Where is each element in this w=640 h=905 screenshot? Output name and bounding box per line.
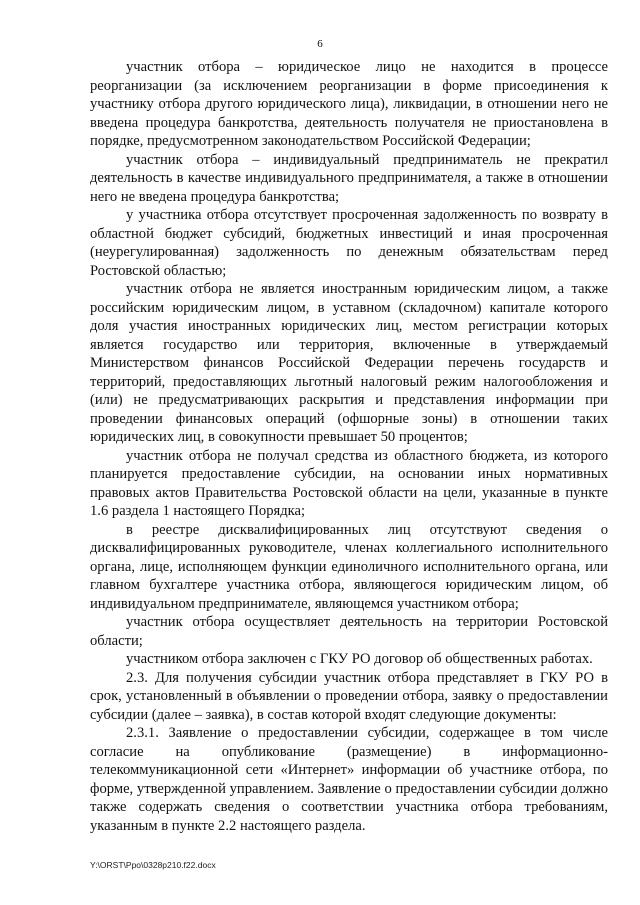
paragraph-8: участником отбора заключен с ГКУ РО договор об общественных работах. xyxy=(126,651,593,667)
body-text xyxy=(90,58,608,835)
paragraph-6: в реестре дисквалифицированных лиц отсутствуют сведения о дисквалифицированных руководителе, членах коллегиального исполнительного органа, лице, исполняющем функции единоличного исполнительного органа, или главном бухгалтере участника отбора, являющегося юридическим лицом, об индивидуальном предпринимателе, являющемся участником отбора; xyxy=(90,521,608,612)
file-path-footer: Y:\ORST\Ppo\0328p210.f22.docx xyxy=(90,860,216,870)
paragraph-9: 2.3. Для получения субсидии участник отбора представляет в ГКУ РО в срок, установленный в объявлении о проведении отбора, заявку о предоставлении субсидии (далее – заявка), в состав которой входят следующие документы: xyxy=(90,669,608,723)
paragraph-2: участник отбора – индивидуальный предприниматель не прекратил деятельность в качестве индивидуального предпринимателя, а также в отношении него не введена процедура банкротства; xyxy=(90,151,608,205)
page-number: 6 xyxy=(317,38,323,50)
paragraph-7: участник отбора осуществляет деятельность на территории Ростовской области; xyxy=(90,614,608,649)
paragraph-10: 2.3.1. Заявление о предоставлении субсидии, содержащее в том числе согласие на опубликование (размещение) в информационно-телекоммуникационной сети «Интернет» информации об участнике отбора, по форме, утвержденной управлением. Заявление о предоставлении субсидии должно также содержать сведения о соответствии участника отбора требованиям, указанным в пункте 2.2 настоящего раздела. xyxy=(90,725,608,834)
paragraph-1: участник отбора – юридическое лицо не находится в процессе реорганизации (за исключением реорганизации в форме присоединения к участнику отбора другого юридического лица), ликвидации, в отношении него не введена процедура банкротства, деятельность получателя не приостановлена в порядке, предусмотренном законодательством Российской Федерации; xyxy=(90,59,608,149)
paragraph-3: у участника отбора отсутствует просроченная задолженность по возврату в областной бюджет субсидий, бюджетных инвестиций и иная просроченная (неурегулированная) задолженность по денежным обязательствам перед Ростовской областью; xyxy=(90,207,608,279)
paragraph-4: участник отбора не является иностранным юридическим лицом, а также российским юридическим лицом, в уставном (складочном) капитале которого доля участия иностранных юридических лиц, местом регистрации которых является государство или территория, включенные в утверждаемый Министерством финансов Российской Федерации перечень государств и территорий, предоставляющих льготный налоговый режим налогообложения и (или) не предусматривающих раскрытия и представления информации при проведении финансовых операций (офшорные зоны) в отношении таких юридических лиц, в совокупности превышает 50 процентов; xyxy=(90,281,608,445)
paragraph-5: участник отбора не получал средства из областного бюджета, из которого планируется предоставление субсидии, на основании иных нормативных правовых актов Правительства Ростовской области на цели, указанные в пункте 1.6 раздела 1 настоящего Порядка; xyxy=(90,447,608,519)
